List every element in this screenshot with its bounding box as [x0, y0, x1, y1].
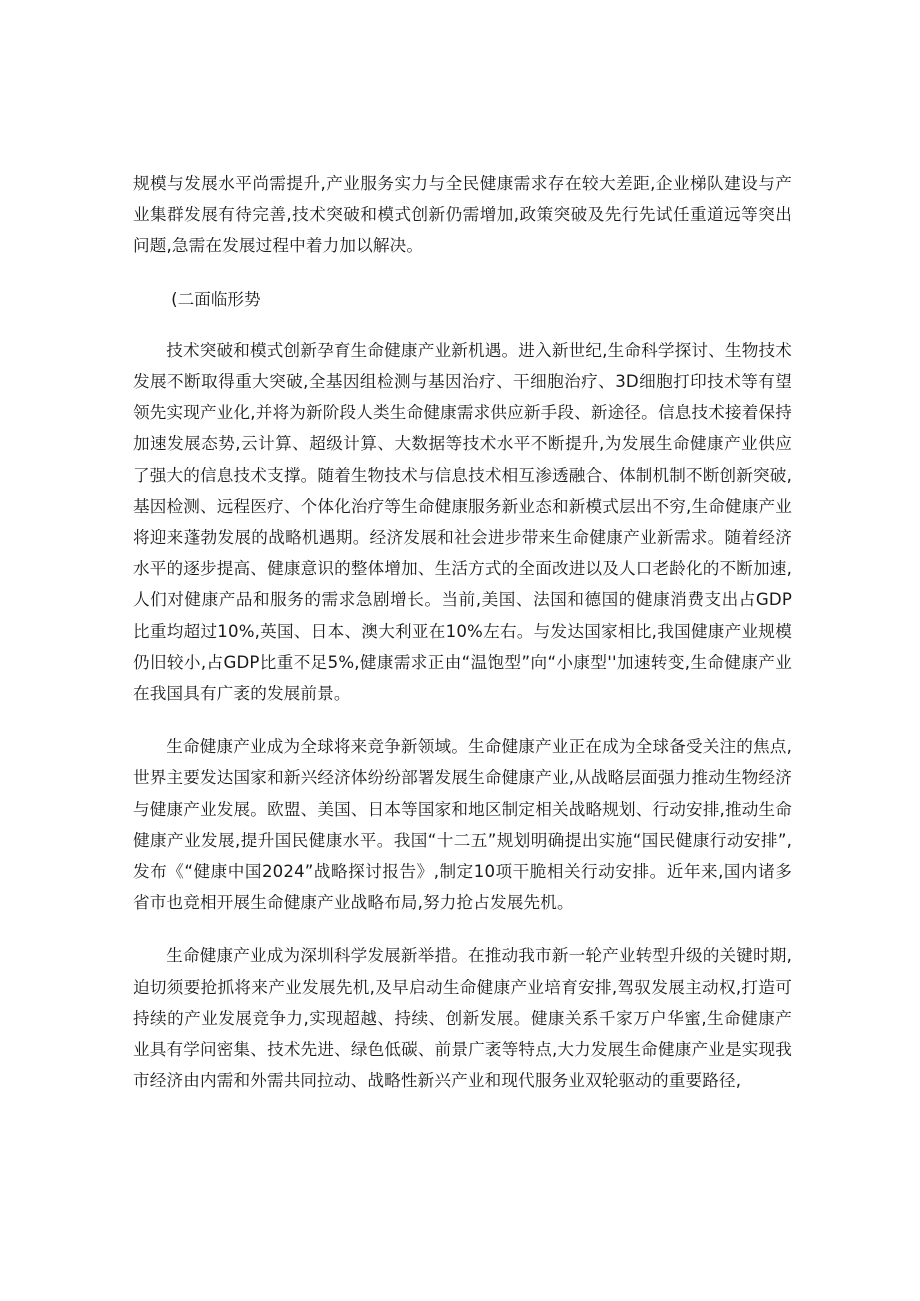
intro-paragraph: 规模与发展水平尚需提升,产业服务实力与全民健康需求存在较大差距,企业梯队建设与产业集群发展有待完善,技术突破和模式创新仍需增加,政策突破及先行先试任重道远等突出问题,急需在发展过程中着力加以解决。 — [133, 174, 792, 256]
section-heading: (二面临形势 — [171, 289, 261, 309]
paragraph-opportunities: 技术突破和模式创新孕育生命健康产业新机遇。进入新世纪,生命科学探讨、生物技术发展不断取得重大突破,全基因组检测与基因治疗、干细胞治疗、3D细胞打印技术等有望领先实现产业化,并将为新阶段人类生命健康需求供应新手段、新途径。信息技术接着保持加速发展态势,云计算、超级计算、大数据等技术水平不断提升,为发展生命健康产业供应了强大的信息技术支撑。随着生物技术与信息技术相互渗透融合、体制机制不断创新突破,基因检测、远程医疗、个体化治疗等生命健康服务新业态和新模式层出不穷,生命健康产业将迎来蓬勃发展的战略机遇期。经济发展和社会进步带来生命健康产业新需求。随着经济水平的逐步提高、健康意识的整体增加、生活方式的全面改进以及人口老龄化的不断加速,人们对健康产品和服务的需求急剧增长。当前,美国、法国和德国的健康消费支出占GDP比重均超过10%,英国、日本、澳大利亚在10%左右。与发达国家相比,我国健康产业规模仍旧较小,占GDP比重不足5%,健康需求正由“温饱型”向“小康型''加速转变,生命健康产业在我国具有广袤的发展前景。 — [133, 340, 792, 704]
paragraph-global-competition: 生命健康产业成为全球将来竞争新领域。生命健康产业正在成为全球备受关注的焦点,世界主要发达国家和新兴经济体纷纷部署发展生命健康产业,从战略层面强力推动生物经济与健康产业发展。欧盟、美国、日本等国家和地区制定相关战略规划、行动安排,推动生命健康产业发展,提升国民健康水平。我国“十二五”规划明确提出实施“国民健康行动安排”,发布《“健康中国2024”战略探讨报告》,制定10项干脆相关行动安排。近年来,国内诸多省市也竞相开展生命健康产业战略布局,努力抢占发展先机。 — [133, 737, 792, 913]
paragraph-shenzhen-development: 生命健康产业成为深圳科学发展新举措。在推动我市新一轮产业转型升级的关键时期,迫切须要抢抓将来产业发展先机,及早启动生命健康产业培育安排,驾驭发展主动权,打造可持续的产业发展竞争力,实现超越、持续、创新发展。健康关系千家万户华蜜,生命健康产业具有学问密集、技术先进、绿色低碳、前景广袤等特点,大力发展生命健康产业是实现我市经济由内需和外需共同拉动、战略性新兴产业和现代服务业双轮驱动的重要路径, — [133, 946, 792, 1091]
